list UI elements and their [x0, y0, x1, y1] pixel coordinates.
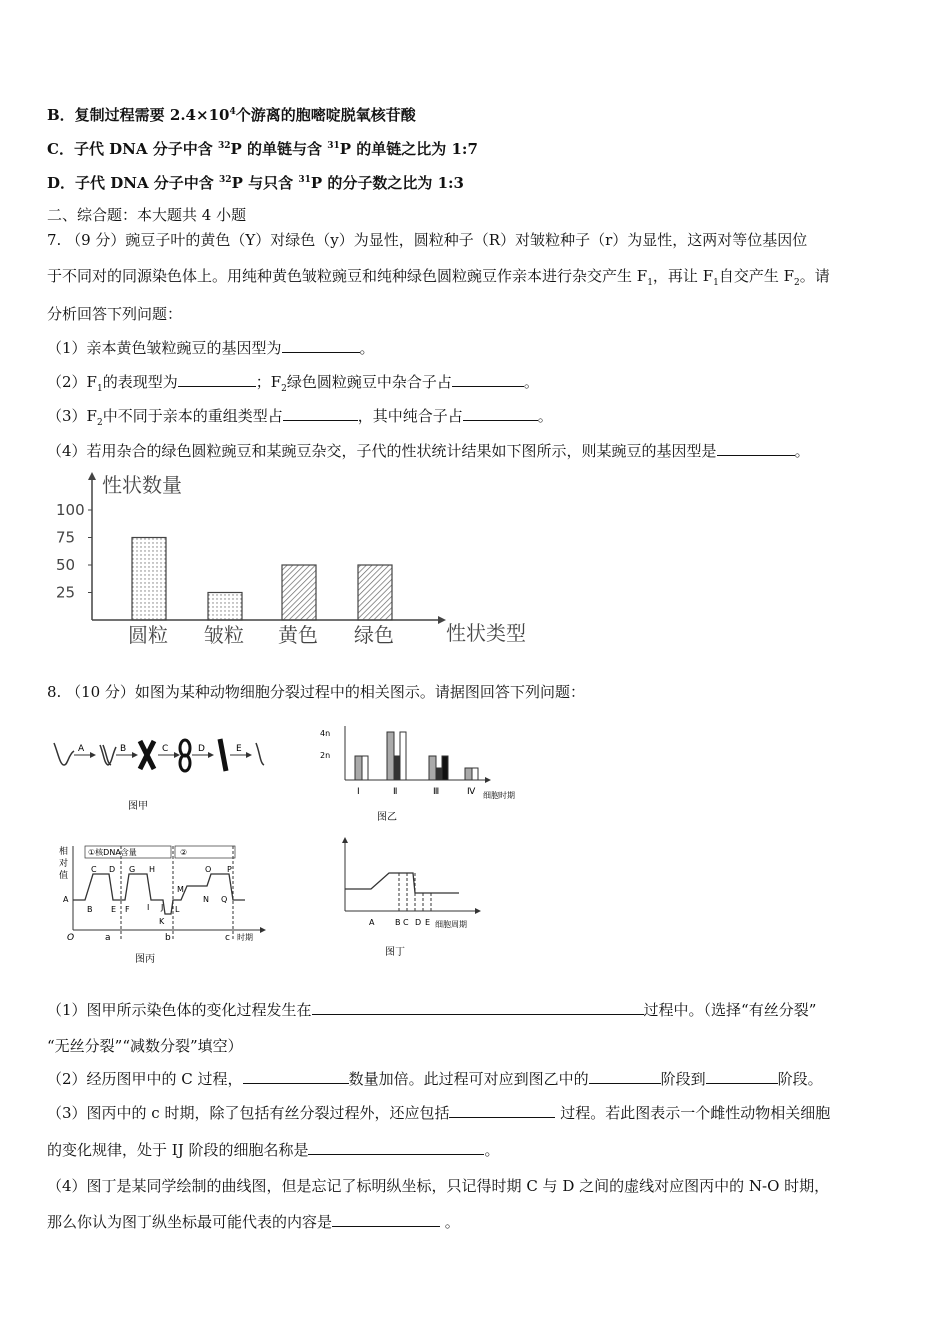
category-label: 圆粒	[128, 623, 168, 647]
bar-III-3	[442, 756, 448, 780]
fig-jia	[50, 735, 280, 815]
fig-bing	[55, 840, 285, 970]
ytick-2n: 2n	[320, 751, 331, 760]
xlabel-II: Ⅱ	[393, 787, 398, 797]
bar-皱粒	[208, 593, 242, 621]
blank[interactable]	[589, 1069, 661, 1084]
blank[interactable]	[717, 441, 795, 456]
arrow-label-c: C	[162, 744, 169, 754]
blank[interactable]	[449, 1103, 555, 1118]
bar-II-2	[394, 756, 400, 780]
q8-part-2: （2）经历图甲中的 C 过程， 数量加倍。此过程可对应到图乙中的 阶段到 阶段。	[47, 1070, 823, 1088]
x-axis-title: 细胞时期	[483, 791, 515, 800]
fig-ding-caption: 图丁	[385, 947, 405, 958]
trait-bar-chart	[48, 470, 548, 655]
ding-C: C	[403, 918, 409, 927]
q7-part-4: （4）若用杂合的绿色圆粒豌豆和某豌豆杂交，子代的性状统计结果如下图所示，则某豌豆的基因型是 。	[47, 442, 810, 460]
arrow-label-b: B	[120, 744, 127, 754]
y-tick-label: 25	[56, 583, 76, 602]
arrow-label-d: D	[198, 744, 205, 754]
q8-part-4: （4）图丁是某同学绘制的曲线图，但是忘记了标明纵坐标，只记得时期 C 与 D 之间的虚线对应图丙中的 N-O 时期，	[47, 1177, 830, 1195]
pt-I: I	[147, 903, 150, 912]
period-a: a	[105, 933, 111, 943]
category-label: 皱粒	[204, 623, 244, 647]
pt-J: J	[161, 903, 164, 912]
q7-part-1: （1）亲本黄色皱粒豌豆的基因型为 。	[47, 339, 375, 357]
ding-A: A	[369, 918, 375, 927]
fig-jia-caption: 图甲	[128, 801, 148, 812]
bar-II-3	[400, 732, 406, 780]
blank[interactable]	[308, 1140, 484, 1155]
bar-I-2	[362, 756, 368, 780]
q8-part-1-cont: “无丝分裂”“减数分裂”填空）	[47, 1037, 243, 1055]
section-heading: 二、综合题：本大题共 4 小题	[47, 206, 247, 224]
arrow-label-e: E	[236, 744, 242, 754]
y-tick-label: 75	[56, 528, 76, 547]
bar-II-1	[387, 732, 394, 780]
blank[interactable]	[706, 1069, 778, 1084]
y-tick-label: 100	[56, 501, 85, 519]
q7-stem-1: 7. （9 分）豌豆子叶的黄色（Y）对绿色（y）为显性，圆粒种子（R）对皱粒种子（r）为显性，这两对等位基因位	[47, 231, 808, 249]
pt-L: L	[175, 905, 180, 914]
pt-M: M	[177, 885, 184, 894]
origin-label: O	[67, 933, 75, 943]
pt-C: C	[91, 865, 97, 874]
seg1-label: ①核DNA含量	[88, 848, 137, 857]
ylabel-2: 对	[59, 859, 69, 869]
q7-part-2: $(2)F_1$的表现型为 ；$F_2$绿色圆粒豌豆中杂合子占 。	[47, 373, 539, 394]
xlabel-III: Ⅲ	[433, 787, 440, 797]
ytick-4n: 4n	[320, 729, 331, 738]
fig-yi	[315, 720, 545, 830]
blank[interactable]	[178, 372, 256, 387]
pt-H: H	[149, 865, 156, 874]
pt-F: F	[125, 905, 130, 914]
option-d: D．子代 DNA 分子中含 $^{32}$P 与只含 $^{31}$P 的分子数之比为 1:3	[47, 174, 464, 192]
pt-B: B	[87, 905, 93, 914]
pt-O: O	[205, 865, 212, 874]
q7-stem-2: 于不同对的同源染色体上。用纯种黄色皱粒豌豆和纯种绿色圆粒豌豆作亲本进行杂交产生 $F_1$，再让 $F_1$自交产生 $F_2$。请	[47, 267, 830, 288]
q7-stem-3: 分析回答下列问题：	[47, 305, 183, 323]
blank[interactable]	[243, 1069, 349, 1084]
blank[interactable]	[282, 338, 360, 353]
bar-IV-2	[472, 768, 478, 780]
xlabel-I: Ⅰ	[357, 787, 360, 797]
pt-E: E	[111, 905, 117, 914]
q8-part-4-cont: 那么你认为图丁纵坐标最可能代表的内容是 。	[47, 1213, 460, 1231]
ding-D: D	[415, 918, 422, 927]
bar-IV-1	[465, 768, 472, 780]
pt-K: K	[159, 917, 165, 926]
bar-I-1	[355, 756, 362, 780]
pt-Q: Q	[221, 895, 228, 904]
y-tick-label: 50	[56, 556, 76, 574]
pt-D: D	[109, 865, 116, 874]
category-label: 黄色	[278, 623, 318, 647]
blank[interactable]	[332, 1212, 440, 1227]
category-label: 绿色	[354, 623, 394, 647]
option-b: B．复制过程需要 $2.4\times 10^4$个游离的胞嘧啶脱氧核苷酸	[47, 106, 416, 124]
q7-part-3: $(3)F_2$中不同于亲本的重组类型占 ，其中纯合子占 。	[47, 407, 553, 428]
bar-黄色	[282, 565, 316, 620]
seg2-label: ②	[180, 848, 188, 857]
q8-stem: 8. （10 分）如图为某种动物细胞分裂过程中的相关图示。请据图回答下列问题：	[47, 683, 585, 701]
period-b: b	[165, 933, 171, 943]
option-c: C．子代 DNA 分子中含 $^{32}$P 的单链与含 $^{31}$P 的单链之比为 1:7	[47, 140, 478, 158]
ding-xlabel: 细胞周期	[435, 920, 467, 929]
bar-圆粒	[132, 538, 166, 621]
pt-G: G	[129, 865, 136, 874]
x-axis-label: 性状类型	[446, 621, 526, 645]
ylabel-3: 值	[59, 871, 69, 881]
pt-P: P	[227, 865, 232, 874]
bar-III-2	[436, 768, 442, 780]
blank[interactable]	[452, 372, 524, 387]
bar-绿色	[358, 565, 392, 620]
q8-part-3: （3）图丙中的 c 时期，除了包括有丝分裂过程外，还应包括 过程。若此图表示一个雌性动物相关细胞	[47, 1104, 831, 1122]
pt-A: A	[63, 895, 69, 904]
ding-E: E	[425, 918, 431, 927]
ding-B: B	[395, 918, 401, 927]
blank[interactable]	[312, 1000, 644, 1015]
blank[interactable]	[283, 406, 358, 421]
fig-yi-caption: 图乙	[377, 812, 397, 823]
xlabel-IV: Ⅳ	[467, 787, 476, 797]
time-label: 时期	[237, 933, 253, 942]
period-c: c	[225, 933, 230, 943]
q8-part-1: （1）图甲所示染色体的变化过程发生在 过程中。（选择“有丝分裂”	[47, 1001, 817, 1019]
ylabel-1: 相	[59, 847, 69, 857]
fig-bing-caption: 图丙	[135, 954, 155, 965]
arrow-label-a: A	[78, 744, 85, 754]
y-axis-label: 性状数量	[102, 473, 182, 497]
blank[interactable]	[463, 406, 538, 421]
fig-ding	[335, 835, 515, 965]
bar-III-1	[429, 756, 436, 780]
pt-N: N	[203, 895, 209, 904]
q8-part-3-cont: 的变化规律，处于 IJ 阶段的细胞名称是 。	[47, 1141, 500, 1159]
